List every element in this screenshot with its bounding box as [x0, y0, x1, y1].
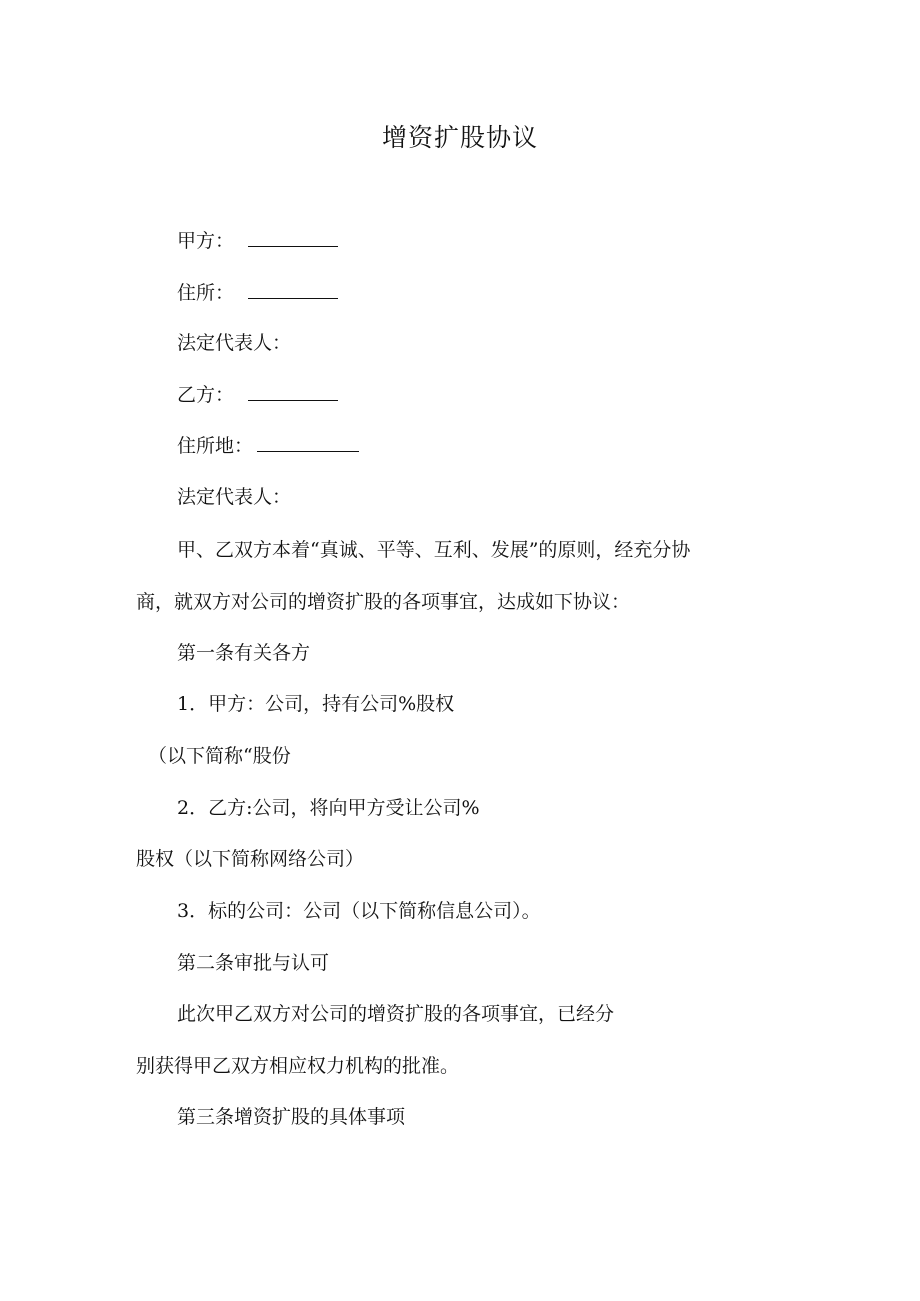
address-b-label: 住所地： [177, 435, 254, 457]
item-3-line-1: 3．标的公司：公司（以下简称信息公司）。 [177, 900, 541, 922]
party-b-row [177, 382, 338, 408]
article-2-title: 第二条审批与认可 [177, 952, 330, 974]
legal-rep-b: 法定代表人： [177, 486, 292, 508]
document-title: 增资扩股协议 [381, 123, 538, 152]
address-a-label: 住所： [177, 282, 235, 304]
item-1-line-2: （以下简称“股份 [148, 745, 291, 767]
article-3-title: 第三条增资扩股的具体事项 [177, 1106, 406, 1128]
item-1-line-1: 1．甲方：公司，持有公司%股权 [177, 693, 455, 715]
party-a-row [177, 228, 338, 254]
address-b-blank [257, 433, 359, 452]
article-2-line-1: 此次甲乙双方对公司的增资扩股的各项事宜，已经分 [177, 1003, 615, 1025]
item-2-line-1: 2．乙方:公司，将向甲方受让公司% [177, 797, 480, 819]
article-2-line-2: 别获得甲乙双方相应权力机构的批准。 [136, 1055, 460, 1077]
party-b-blank [248, 382, 338, 401]
address-a-blank [248, 280, 338, 299]
address-b-row [177, 433, 359, 459]
party-b-label: 乙方： [177, 384, 235, 406]
party-a-blank [248, 228, 338, 247]
preamble-line-2: 商，就双方对公司的增资扩股的各项事宜，达成如下协议： [136, 591, 631, 613]
party-a-label: 甲方： [177, 230, 235, 252]
item-2-line-2: 股权（以下简称网络公司） [136, 848, 365, 870]
article-1-title: 第一条有关各方 [177, 642, 311, 664]
legal-rep-a: 法定代表人： [177, 332, 292, 354]
address-a-row [177, 280, 338, 306]
preamble-line-1: 甲、乙双方本着“真诚、平等、互利、发展”的原则，经充分协 [177, 539, 691, 561]
